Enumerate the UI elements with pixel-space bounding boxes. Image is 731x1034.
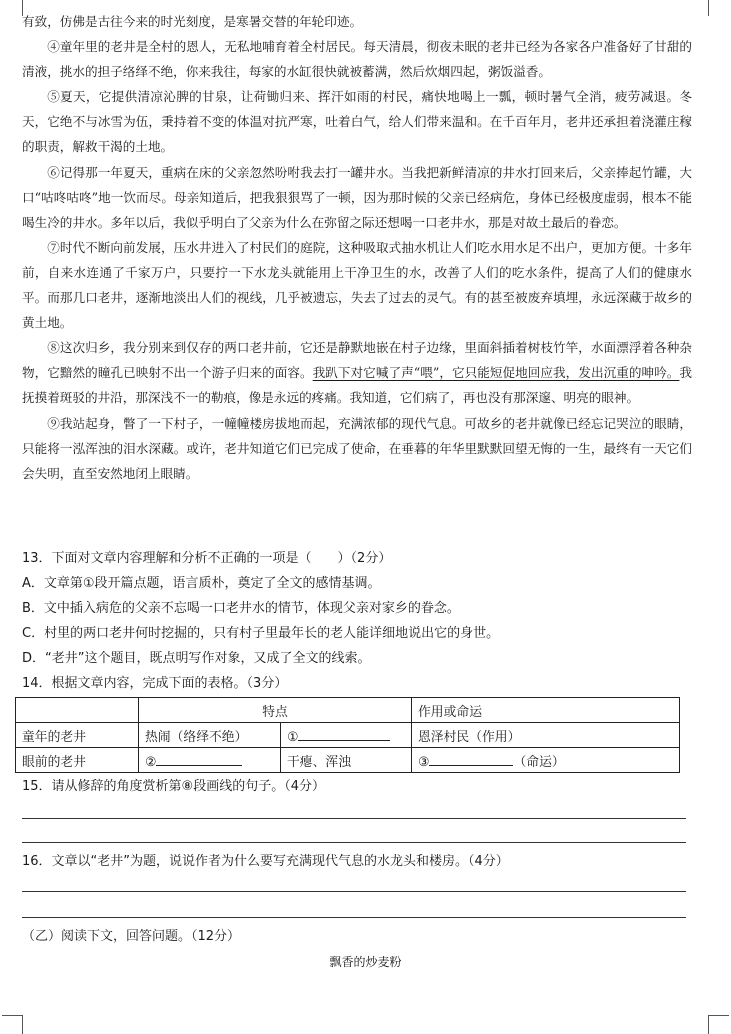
answer-line-16b[interactable] bbox=[22, 917, 686, 918]
underlined-sentence: 我趴下对它喊了声“喂”，它只能短促地回应我，发出沉重的呻吟。 bbox=[312, 365, 680, 381]
paragraph-8 bbox=[22, 335, 692, 410]
answer-blank-2[interactable] bbox=[156, 750, 242, 766]
blank-marker-3: ③ bbox=[418, 755, 430, 770]
paragraph-9: ⑨我站起身，瞥了一下村子，一幢幢楼房拔地而起，充满浓郁的现代气息。可故乡的老井就像已经忘记哭泣的眼睛，只能将一泓浑浊的泪水深藏。或许，老井知道它们已完成了使命，在垂暮的年华里默默回望无悔的一生，最终有一天它们会失明，直至安然地闭上眼睛。 bbox=[22, 415, 692, 481]
question-16-stem: 16．文章以“老井”为题，说说作者为什么要写充满现代气息的水龙头和楼房。（4分） bbox=[22, 854, 509, 869]
answer-cell-3[interactable] bbox=[412, 748, 680, 773]
cell-dry-turbid: 干瘪、浑浊 bbox=[281, 748, 412, 773]
fate-suffix: （命运） bbox=[513, 755, 565, 770]
answer-blank-3[interactable] bbox=[429, 750, 513, 766]
paragraph-6: ⑥记得那一年夏天，重病在床的父亲忽然吩咐我去打一罐井水。当我把新鲜清凉的井水打回来后，父亲捧起竹罐，大口“咕咚咕咚”地一饮而尽。母亲知道后，把我狠狠骂了一顿，因为那时候的父亲已经病危，身体已经极度虚弱，根本不能喝生冷的井水。多年以后，我似乎明白了父亲为什么在弥留之际还想喝一口老井水，那是对故土最后的眷恋。 bbox=[22, 164, 692, 230]
blank-marker-2: ② bbox=[145, 755, 157, 770]
table-header-row bbox=[16, 698, 680, 723]
question-13-option-d: D．“老井”这个题目，既点明写作对象，又成了全文的线索。 bbox=[22, 651, 371, 666]
question-13-option-b: B．文中插入病危的父亲不忘喝一口老井水的情节，体现父亲对家乡的眷念。 bbox=[22, 601, 460, 616]
question-15-stem: 15．请从修辞的角度赏析第⑧段画线的句子。（4分） bbox=[22, 779, 325, 794]
crop-mark-top-right bbox=[708, 0, 729, 16]
cell-lively: 热闹（络绎不绝） bbox=[139, 723, 281, 748]
answer-line-16a[interactable] bbox=[22, 891, 686, 892]
header-features: 特点 bbox=[139, 698, 412, 723]
question-13-option-a: A．文章第①段开篇点题，语言质朴，奠定了全文的感情基调。 bbox=[22, 576, 381, 591]
row-label-current-well: 眼前的老井 bbox=[16, 748, 139, 773]
paragraph-7: ⑦时代不断向前发展，压水井进入了村民们的庭院，这种吸取式抽水机让人们吃水用水足不出户，更加方便。十多年前，自来水连通了千家万户，只要拧一下水龙头就能用上干净卫生的水，改善了人们的吃水条件，提高了人们的健康水平。而那几口老井，逐渐地淡出人们的视线，几乎被遗忘，失去了过去的灵气。有的甚至被废弃填埋，永远深藏于故乡的黄土地。 bbox=[22, 239, 692, 331]
answer-blank-1[interactable] bbox=[298, 725, 390, 741]
blank-marker-1: ① bbox=[287, 730, 299, 745]
answer-cell-1[interactable] bbox=[281, 723, 412, 748]
question-13-stem: 13．下面对文章内容理解和分析不正确的一项是（ ）（2分） bbox=[22, 551, 392, 566]
table-row bbox=[16, 748, 680, 773]
question-14-table bbox=[15, 697, 680, 773]
header-role-or-fate: 作用或命运 bbox=[412, 698, 680, 723]
question-13-option-c: C．村里的两口老井何时挖掘的，只有村子里最年长的老人能详细地说出它的身世。 bbox=[22, 626, 500, 641]
paragraph-5: ⑤夏天，它提供清凉沁脾的甘泉，让荷锄归来、挥汗如雨的村民，痛快地喝上一瓢，顿时暑气全消，疲劳减退。冬天，它绝不与冰雪为伍，秉持着不变的体温对抗严寒，吐着白气，给人们带来温和。在千百年月，老井还承担着浇灌庄稼的职责，解救干渴的土地。 bbox=[22, 89, 692, 155]
answer-line-15b[interactable] bbox=[22, 842, 686, 843]
question-14-stem: 14．根据文章内容，完成下面的表格。（3分） bbox=[22, 676, 288, 691]
answer-line-15a[interactable] bbox=[22, 818, 686, 819]
crop-mark-bottom-right bbox=[708, 1015, 729, 1034]
paragraph-8-part-a: ⑧这次归乡，我分别来到仅存的两口老井前，它还是静默地嵌在村子边缘，里面斜插着树枝竹竿，水面漂浮着各种杂物，它黯然的瞳孔已映射不出一个游子归来的面容。 bbox=[22, 340, 692, 381]
paragraph-8-part-b: 我抚摸着斑驳的井沿，那深浅不一的勒痕，像是永远的疼痛。我知道，它们病了，再也没有那深邃、明亮的眼神。 bbox=[22, 365, 693, 406]
paragraph-4: ④童年里的老井是全村的恩人，无私地哺育着全村居民。每天清晨，彻夜未眠的老井已经为各家各户准备好了甘甜的清液，挑水的担子络绎不绝，你来我往，每家的水缸很快就被蓄满，然后炊烟四起，粥饭溢香。 bbox=[22, 39, 692, 80]
paragraph-3-continued: 有致，仿佛是古往今来的时光刻度，是寒暑交替的年轮印迹。 bbox=[22, 14, 363, 29]
article-body bbox=[22, 14, 693, 486]
crop-mark-top-left bbox=[2, 0, 23, 16]
table-corner-cell bbox=[16, 698, 139, 723]
cell-benefit-villagers: 恩泽村民（作用） bbox=[412, 723, 680, 748]
next-article-title: 飘香的炒麦粉 bbox=[329, 955, 402, 969]
row-label-childhood-well: 童年的老井 bbox=[16, 723, 139, 748]
crop-mark-bottom-left bbox=[2, 1015, 23, 1034]
table-row bbox=[16, 723, 680, 748]
answer-cell-2[interactable] bbox=[139, 748, 281, 773]
section-b-heading: （乙）阅读下文，回答问题。（12分） bbox=[22, 929, 241, 944]
